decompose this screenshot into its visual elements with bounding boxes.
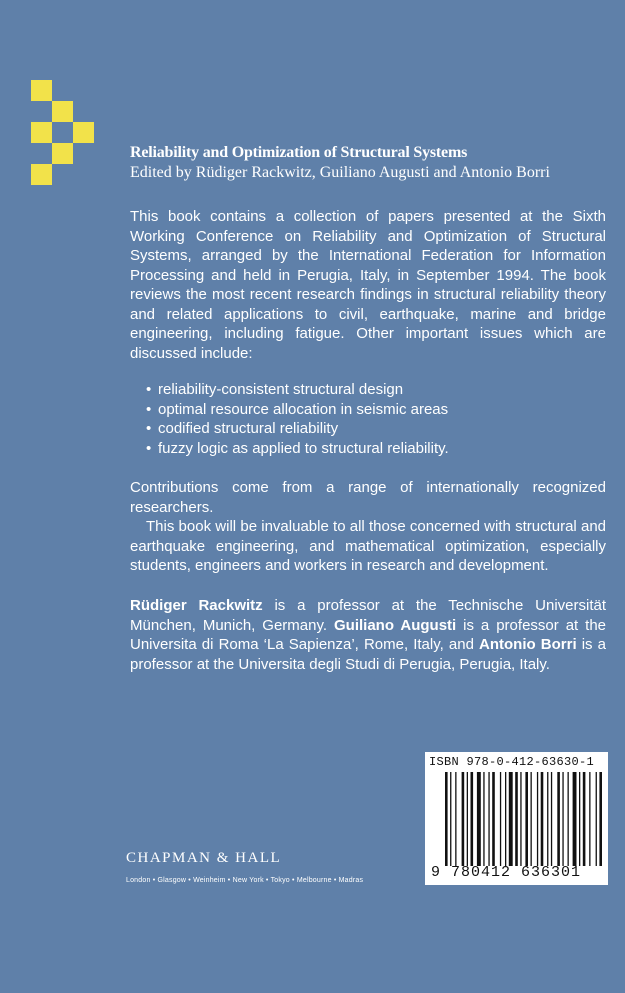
author-name: Antonio Borri — [479, 636, 577, 653]
list-item: • codified structural reliability — [146, 420, 339, 437]
contributions-paragraph: Contributions come from a range of internationally recognized researchers. — [130, 479, 606, 516]
topics-list — [146, 380, 606, 458]
publisher-cities: London • Glasgow • Weinheim • New York • Tokyo • Melbourne • Madras — [126, 877, 364, 884]
list-item: • fuzzy logic as applied to structural reliability. — [146, 439, 449, 457]
authors-paragraph: Rüdiger Rackwitz is a professor at the Technische Universität München, Munich, Germany. Guiliano Augusti is a professor at the Universita di Roma ‘La Sapienza’, Rome, Italy, and Antonio Borri is a professor at the Universita degli Studi di Perugia, Perugia, Italy. — [130, 597, 607, 673]
audience-paragraph: This book will be invaluable to all those concerned with structural and earthquake engineering, and mathematical optimization, especially students, engineers and workers in research and development. — [130, 518, 606, 574]
editors-line: Edited by Rüdiger Rackwitz, Guiliano Augusti and Antonio Borri — [130, 164, 550, 181]
isbn-label: ISBN 978-0-412-63630-1 — [429, 755, 595, 769]
list-item: • reliability-consistent structural design — [146, 381, 404, 398]
book-title: Reliability and Optimization of Structural Systems — [130, 144, 468, 161]
barcode-bars — [445, 772, 605, 866]
checker-squares-icon — [31, 80, 94, 185]
author-name: Guiliano Augusti — [333, 616, 457, 634]
barcode — [425, 752, 608, 885]
description-paragraph: This book contains a collection of papers presented at the Sixth Working Conference on Reliability and Optimization of Structural Systems, arranged by the International Federation for Information Processing and held in Perugia, Italy, in September 1994. The book reviews the most recent research findings in structural reliability theory and related applications to civil, earthquake, marine and bridge engineering, including fatigue. Other important issues which are discussed include: — [130, 208, 606, 362]
author-name: Rüdiger Rackwitz — [130, 597, 263, 614]
publisher-name: CHAPMAN & HALL — [126, 850, 282, 866]
barcode-digits: 9 780412 636301 — [431, 864, 582, 881]
list-item: • optimal resource allocation in seismic areas — [146, 400, 449, 418]
